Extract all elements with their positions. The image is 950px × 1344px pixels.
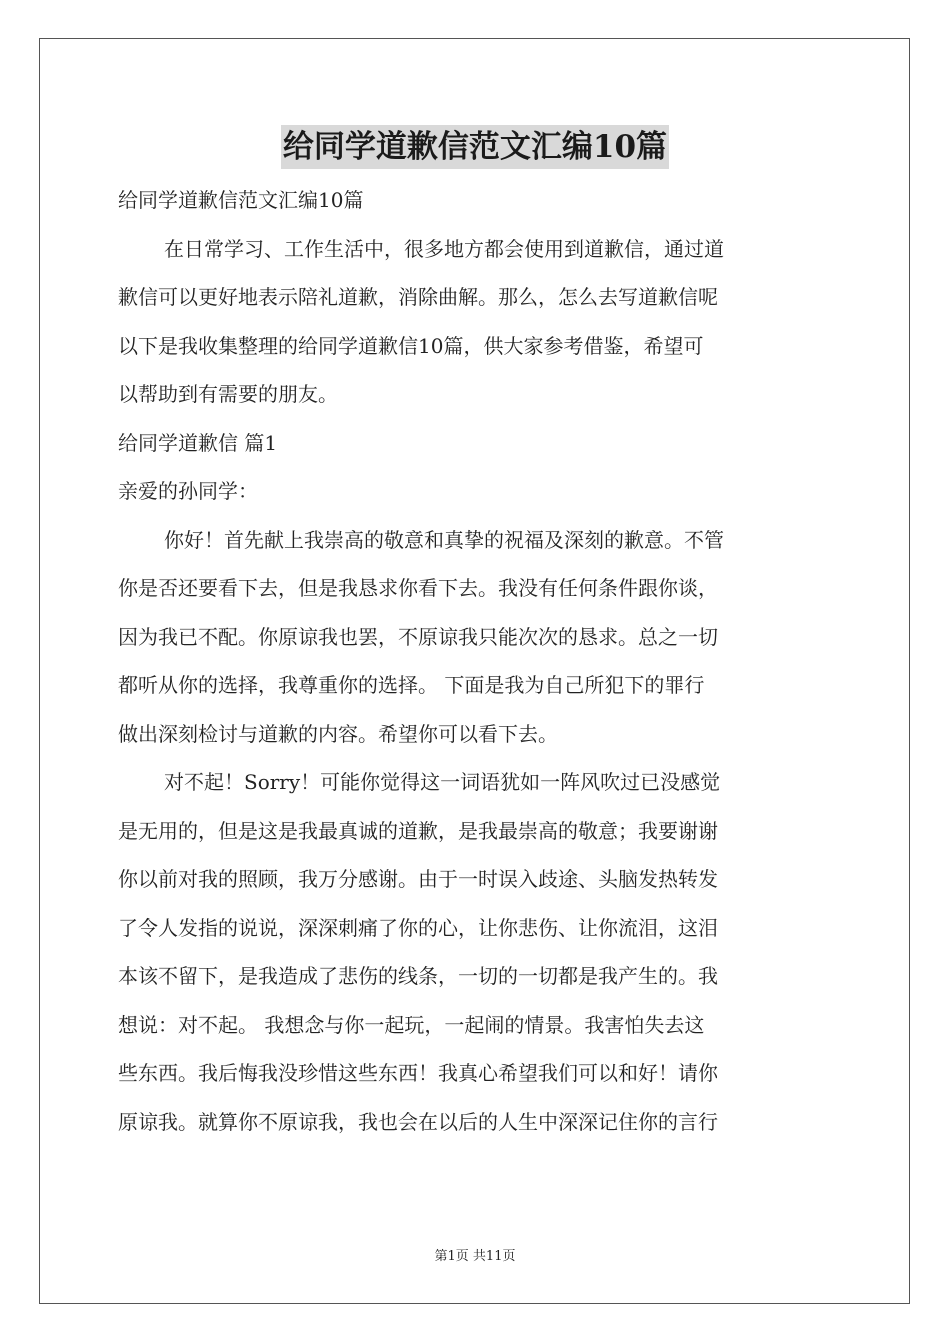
text-line: 在日常学习、工作生活中，很多地方都会使用到道歉信，通过道: [164, 236, 724, 261]
text-line: 些东西。我后悔我没珍惜这些东西！我真心希望我们可以和好！请你: [118, 1061, 718, 1085]
text-line: 是无用的，但是这是我最真诚的道歉，是我最崇高的敬意；我要谢谢: [118, 818, 718, 843]
text-line: 对不起！Sorry！可能你觉得这一词语犹如一阵风吹过已没感觉: [164, 770, 721, 794]
text-line: 给同学道歉信范文汇编10篇: [118, 188, 364, 212]
document-title: 给同学道歉信范文汇编10篇: [281, 125, 669, 169]
text-line: 你是否还要看下去，但是我恳求你看下去。我没有任何条件跟你谈，: [118, 576, 718, 600]
text-line: 都听从你的选择，我尊重你的选择。 下面是我为自己所犯下的罪行: [118, 673, 705, 697]
text-line: 你好！首先献上我崇高的敬意和真挚的祝福及深刻的歉意。不管: [164, 527, 724, 552]
text-line: 想说：对不起。 我想念与你一起玩，一起闹的情景。我害怕失去这: [118, 1012, 705, 1037]
document-body: [118, 176, 832, 1146]
text-line: 亲爱的孙同学：: [118, 479, 258, 503]
text-line: 了令人发指的说说，深深刺痛了你的心，让你悲伤、让你流泪，这泪: [118, 915, 718, 940]
text-line: 你以前对我的照顾，我万分感谢。由于一时误入歧途、头脑发热转发: [118, 867, 718, 891]
page-footer: 第1页 共11页: [434, 1249, 516, 1264]
text-line: 原谅我。就算你不原谅我，我也会在以后的人生中深深记住你的言行: [118, 1109, 718, 1134]
title-container: [0, 125, 950, 169]
text-line: 以帮助到有需要的朋友。: [118, 382, 338, 406]
text-line: 做出深刻检讨与道歉的内容。希望你可以看下去。: [118, 721, 558, 746]
text-line: 因为我已不配。你原谅我也罢，不原谅我只能次次的恳求。总之一切: [118, 624, 718, 649]
text-line: 歉信可以更好地表示陪礼道歉，消除曲解。那么，怎么去写道歉信呢: [118, 285, 718, 309]
text-line: 给同学道歉信 篇1: [118, 430, 278, 455]
text-line: 本该不留下，是我造成了悲伤的线条，一切的一切都是我产生的。我: [118, 964, 718, 988]
text-line: 以下是我收集整理的给同学道歉信10篇，供大家参考借鉴，希望可: [118, 333, 704, 358]
